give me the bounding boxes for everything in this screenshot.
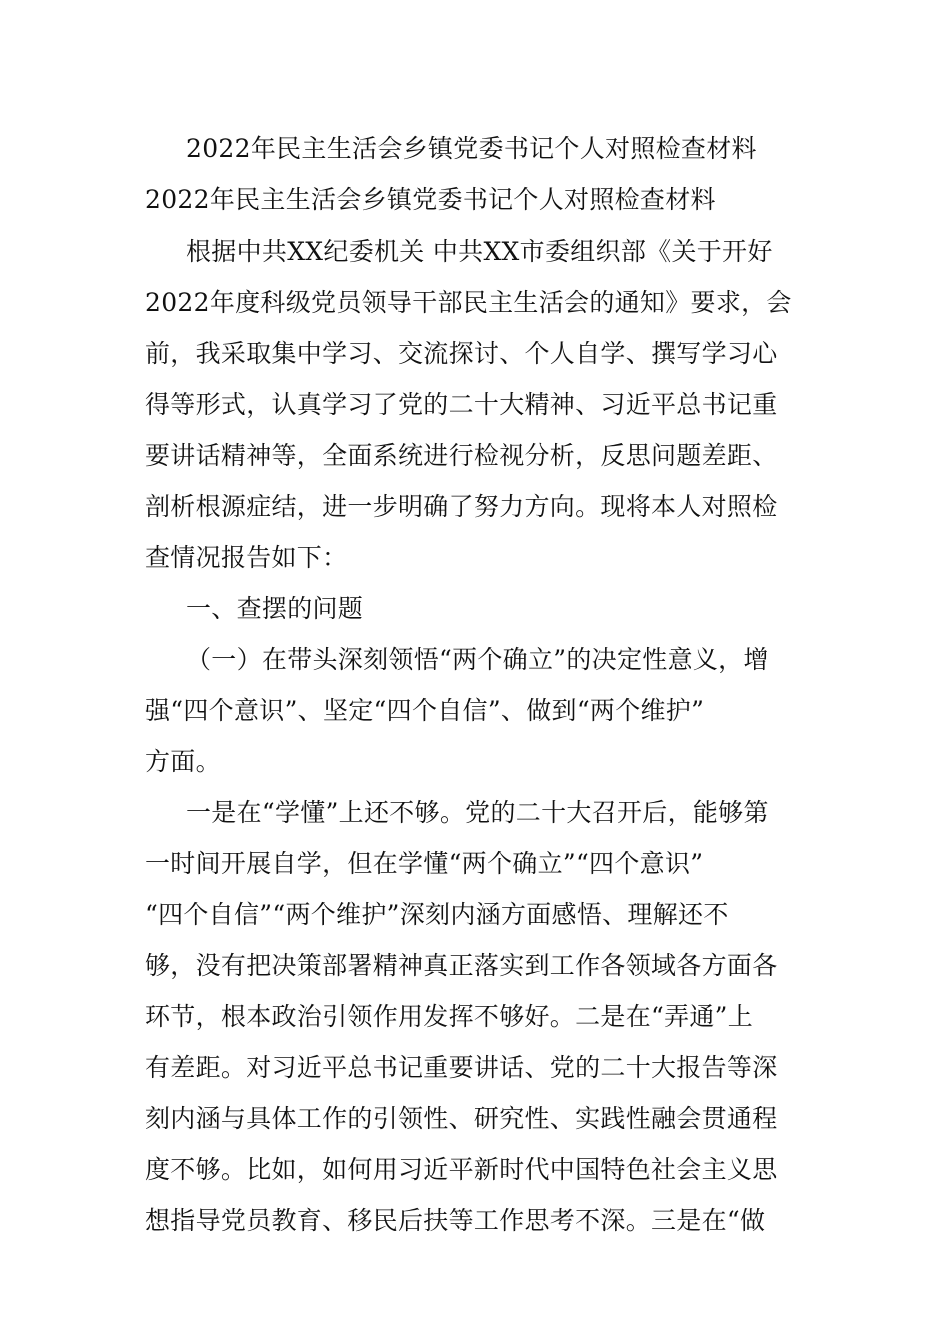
subsection-heading-line: 强“四个意识”、坚定“四个自信”、做到“两个维护” — [145, 696, 705, 725]
document-subtitle: 2022年民主生活会乡镇党委书记个人对照检查材料 — [145, 185, 716, 214]
body-line: 根据中共XX纪委机关 中共XX市委组织部《关于开好 — [186, 237, 773, 266]
section-heading: 一、查摆的问题 — [186, 594, 364, 623]
body-line: “四个自信”“两个维护”深刻内涵方面感悟、理解还不 — [145, 900, 729, 929]
body-line: 想指导党员教育、移民后扶等工作思考不深。三是在“做 — [145, 1206, 766, 1235]
body-line: 要讲话精神等，全面系统进行检视分析，反思问题差距、 — [145, 441, 778, 470]
body-line: 度不够。比如，如何用习近平新时代中国特色社会主义思 — [145, 1155, 778, 1184]
body-line: 一时间开展自学，但在学懂“两个确立”“四个意识” — [145, 849, 704, 878]
body-line: 前，我采取集中学习、交流探讨、个人自学、撰写学习心 — [145, 339, 778, 368]
body-line: 2022年度科级党员领导干部民主生活会的通知》要求，会 — [145, 288, 792, 317]
body-line: 一是在“学懂”上还不够。党的二十大召开后，能够第 — [186, 798, 769, 827]
document-title: 2022年民主生活会乡镇党委书记个人对照检查材料 — [186, 134, 757, 163]
body-line: 查情况报告如下： — [145, 543, 348, 572]
subsection-heading-line: 方面。 — [145, 747, 221, 776]
subsection-heading: （一）在带头深刻领悟“两个确立”的决定性意义，增 — [186, 645, 769, 674]
body-line: 刻内涵与具体工作的引领性、研究性、实践性融会贯通程 — [145, 1104, 778, 1133]
body-line: 得等形式，认真学习了党的二十大精神、习近平总书记重 — [145, 390, 778, 419]
body-line: 环节，根本政治引领作用发挥不够好。二是在“弄通”上 — [145, 1002, 754, 1031]
body-line: 剖析根源症结，进一步明确了努力方向。现将本人对照检 — [145, 492, 778, 521]
body-line: 有差距。对习近平总书记重要讲话、党的二十大报告等深 — [145, 1053, 778, 1082]
body-line: 够，没有把决策部署精神真正落实到工作各领域各方面各 — [145, 951, 778, 980]
